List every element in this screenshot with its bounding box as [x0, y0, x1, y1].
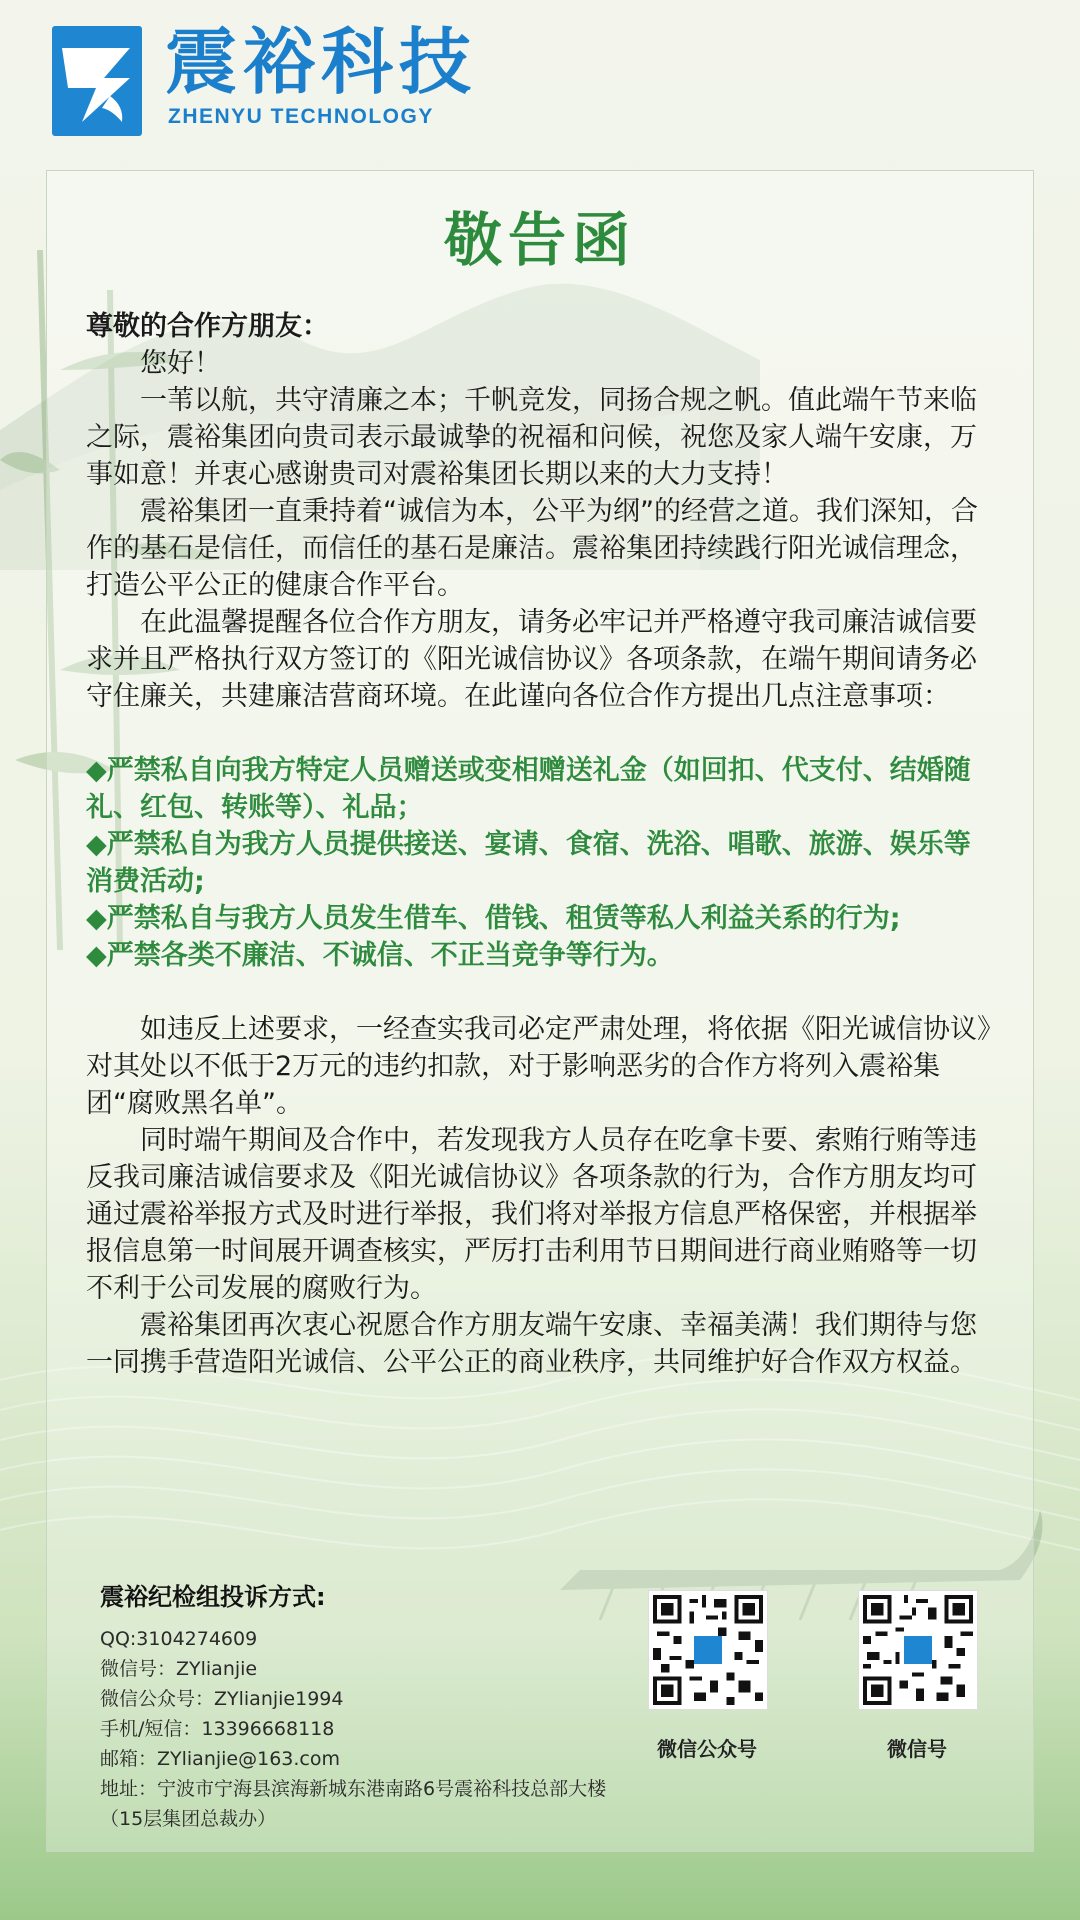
greeting: 您好！: [140, 348, 221, 379]
qr-label-official-account: 微信公众号: [657, 1737, 757, 1761]
contact-qq: QQ:3104274609: [100, 1628, 258, 1650]
contact-email: 邮箱：ZYlianjie@163.com: [100, 1748, 340, 1770]
contact-wechat-id: 微信号：ZYlianjie: [100, 1658, 258, 1680]
contact-title: 震裕纪检组投诉方式:: [100, 1583, 326, 1611]
brand-name-english: ZHENYU TECHNOLOGY: [168, 105, 434, 128]
swallow-logo-icon: [52, 26, 142, 136]
rule-item: ◆严禁私自为我方人员提供接送、宴请、食宿、洗浴、唱歌、旅游、娱乐等消费活动;: [86, 829, 971, 897]
paragraph: 震裕集团再次衷心祝愿合作方朋友端午安康、幸福美满！我们期待与您一同携手营造阳光诚信、公平公正的商业秩序，共同维护好合作双方权益。: [86, 1310, 977, 1378]
paragraph: 同时端午期间及合作中，若发现我方人员存在吃拿卡要、索贿行贿等违反我司廉洁诚信要求及《阳光诚信协议》各项条款的行为，合作方朋友均可通过震裕举报方式及时进行举报，我们将对举报方信息严格保密，并根据举报信息第一时间展开调查核实，严厉打击利用节日期间进行商业贿赂等一切不利于公司发展的腐败行为。: [86, 1125, 977, 1304]
page-title: 敬告函: [443, 206, 636, 274]
qr-code-icon: [648, 1590, 768, 1710]
contact-wechat-official: 微信公众号：ZYlianjie1994: [100, 1688, 344, 1710]
rule-item: ◆严禁私自与我方人员发生借车、借钱、租赁等私人利益关系的行为;: [86, 903, 901, 934]
qr-label-wechat-id: 微信号: [887, 1737, 947, 1761]
paragraph: 震裕集团一直秉持着“诚信为本，公平为纲”的经营之道。我们深知，合作的基石是信任，而信任的基石是廉洁。震裕集团持续践行阳光诚信理念，打造公平公正的健康合作平台。: [86, 496, 978, 601]
contact-phone: 手机/短信：13396668118: [100, 1718, 335, 1740]
qr-code-icon: [858, 1590, 978, 1710]
contact-address: 地址：宁波市宁海县滨海新城东港南路6号震裕科技总部大楼（15层集团总裁办）: [100, 1778, 607, 1830]
letter-body: [86, 308, 994, 1381]
salutation: 尊敬的合作方朋友：: [86, 311, 329, 342]
complaint-contact-block: [100, 1580, 640, 1834]
rule-item: ◆严禁各类不廉洁、不诚信、不正当竞争等行为。: [86, 940, 674, 971]
paragraph: 一苇以航，共守清廉之本；千帆竞发，同扬合规之帆。值此端午节来临之际，震裕集团向贵司表示最诚挚的祝福和问候，祝您及家人端午安康，万事如意！并衷心感谢贵司对震裕集团长期以来的大力支持！: [86, 385, 977, 490]
brand-name-chinese: 震裕科技: [165, 20, 478, 104]
paragraph: 如违反上述要求，一经查实我司必定严肃处理，将依据《阳光诚信协议》对其处以不低于2万元的违约扣款，对于影响恶劣的合作方将列入震裕集团“腐败黑名单”。: [86, 1014, 991, 1119]
rule-item: ◆严禁私自向我方特定人员赠送或变相赠送礼金（如回扣、代支付、结婚随礼、红包、转账等）、礼品；: [86, 755, 971, 823]
paragraph: 在此温馨提醒各位合作方朋友，请务必牢记并严格遵守我司廉洁诚信要求并且严格执行双方签订的《阳光诚信协议》各项条款，在端午期间请务必守住廉关，共建廉洁营商环境。在此谨向各位合作方提出几点注意事项：: [86, 607, 977, 712]
